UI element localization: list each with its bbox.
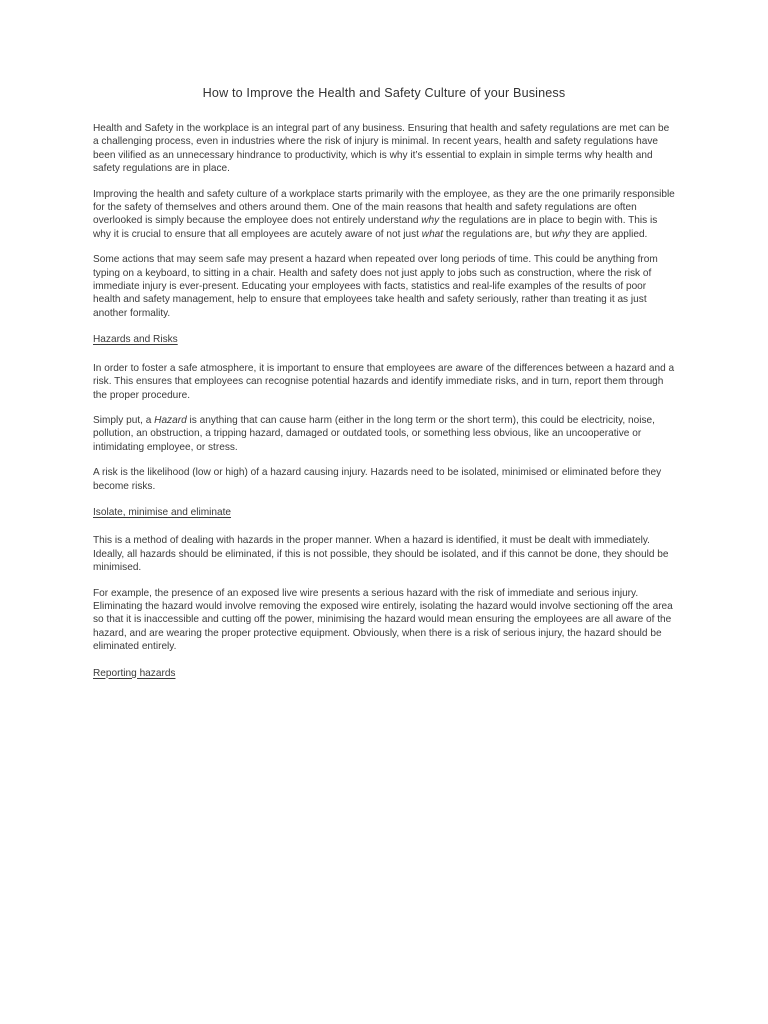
text-run: the regulations are in place to begin with. This is why it is crucial to ensure that all employees are acutely aware of not just [93,215,658,240]
emphasis-what: what [421,228,444,240]
section-heading-reporting-hazards: Reporting hazards [93,667,176,679]
intro-paragraph-3: Some actions that may seem safe may present a hazard when repeated over long periods of time. This could be anything from typing on a keyboard, to sitting in a chair. Health and safety does not just apply to jobs such as construction, where the risk of immediate injury is ever-present. Educating your employees with facts, statistics and real-life examples of the results of poor health and safety management, help to ensure that employees take health and safety seriously, rather than treating it as just another formality. [93,254,658,319]
section-heading-hazards-and-risks: Hazards and Risks [93,334,178,346]
isolate-paragraph-2: For example, the presence of an exposed live wire presents a serious hazard with the risk of immediate and serious injury. Eliminating the hazard would involve removing the exposed wire entirely, isolating the hazard would involve sectioning off the area so that it is inaccessible and cutting off the power, minimising the hazard would mean ensuring the employees are all aware of the hazard, and are wearing the proper protective equipment. Obviously, when there is a risk of serious injury, the hazard should be eliminated entirely. [93,587,673,653]
text-run: Simply put, a [93,414,155,426]
hazards-paragraph-3: A risk is the likelihood (low or high) of a hazard causing injury. Hazards need to be isolated, minimised or eliminated before they become risks. [93,467,662,492]
section-heading-isolate-minimise-eliminate: Isolate, minimise and eliminate [93,506,232,518]
document-body [93,122,675,695]
document-title: How to Improve the Health and Safety Culture of your Business [202,86,566,100]
emphasis-why: why [551,228,570,240]
text-run: they are applied. [569,228,648,240]
emphasis-why: why [421,215,440,227]
isolate-paragraph-1: This is a method of dealing with hazards in the proper manner. When a hazard is identified, it must be dealt with immediately. Ideally, all hazards should be eliminated, if this is not possible, they should be isolated, and if this cannot be done, they should be minimised. [93,535,669,574]
emphasis-hazard: Hazard [154,414,187,426]
text-run: Improving the health and safety culture of a workplace starts primarily with the employee, as they are the one primarily responsible for the safety of themselves and others around them. One of the main reasons that health and safety regulations are often overlooked is simply because the employee does not entirely understand [93,188,675,227]
hazards-paragraph-2 [93,414,675,454]
text-run: the regulations are, but [443,228,552,240]
intro-paragraph-2 [93,188,675,242]
text-run: is anything that can cause harm (either in the long term or the short term), this could be electricity, noise, pollution, an obstruction, a tripping hazard, damaged or outdated tools, or something less obvious, like an uncooperative or intimidating employee, or stress. [93,414,655,453]
intro-paragraph-1: Health and Safety in the workplace is an integral part of any business. Ensuring that health and safety regulations are met can be a challenging process, even in industries where the risk of injury is minimal. In recent years, health and safety regulations have been vilified as an unnecessary hindrance to productivity, which is why it’s essential to explain in simple terms why health and safety regulations are in place. [93,123,670,175]
hazards-paragraph-1: In order to foster a safe atmosphere, it is important to ensure that employees are aware of the differences between a hazard and a risk. This ensures that employees can recognise potential hazards and identify immediate risks, and in turn, report them through the proper procedure. [93,362,675,401]
